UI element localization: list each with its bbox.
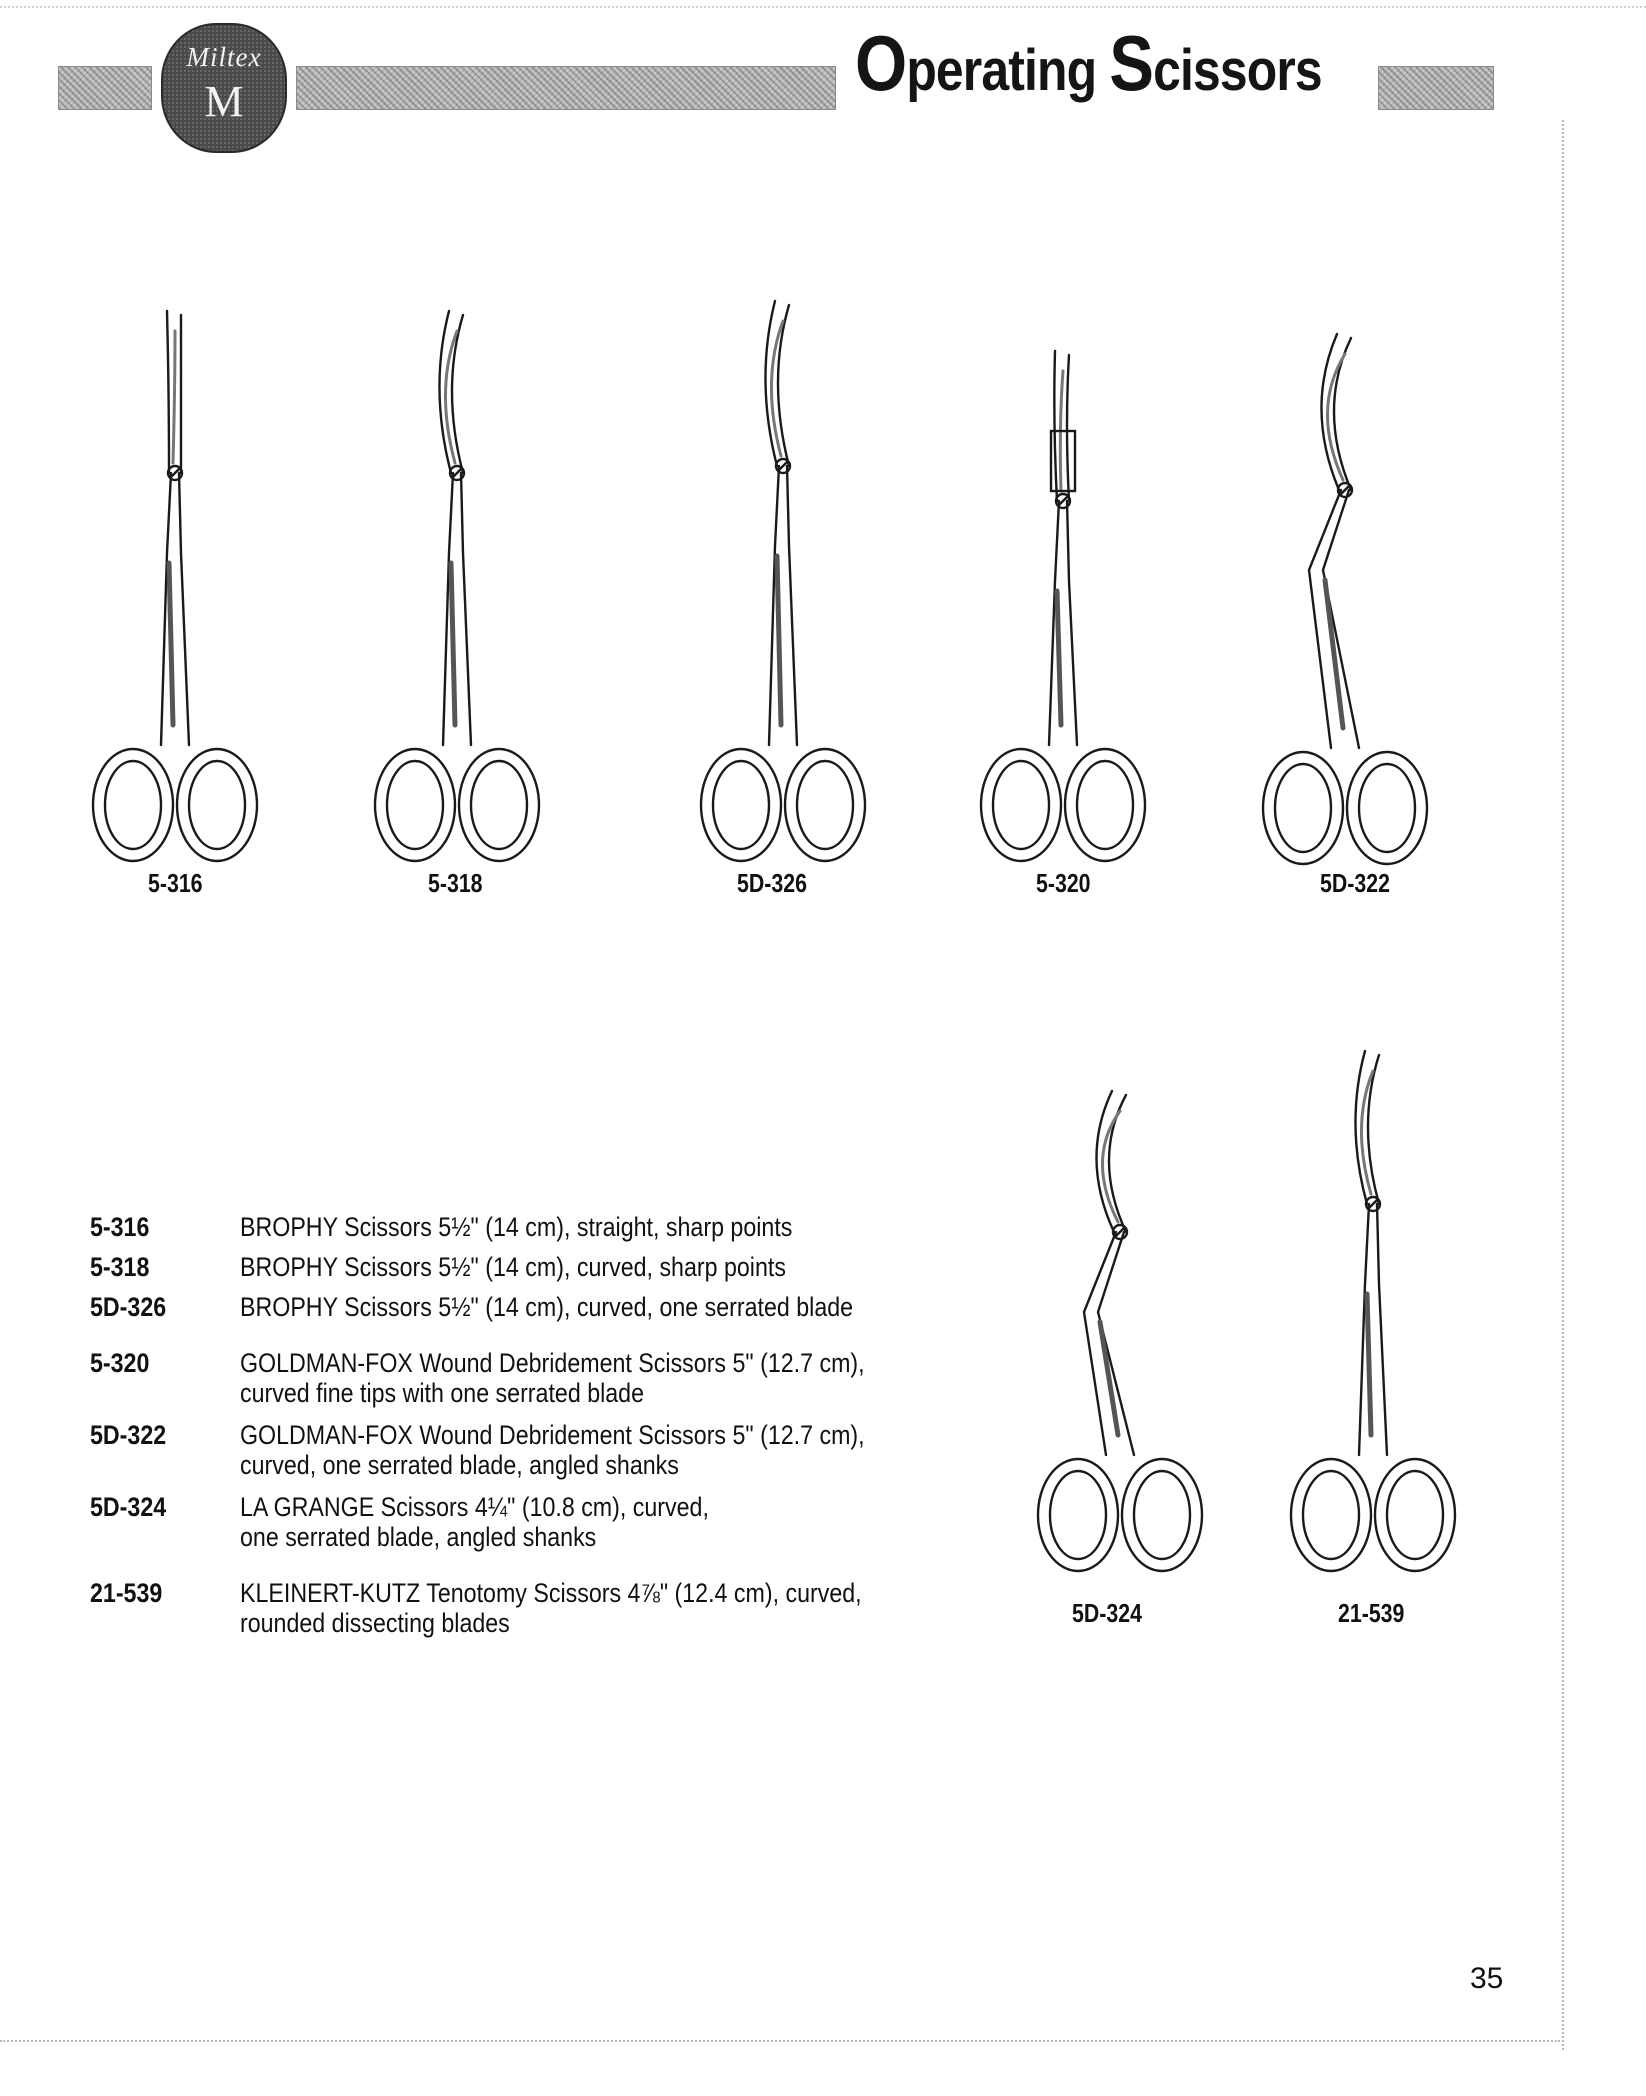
catalog-entry (90, 1292, 950, 1322)
title-initial-o: O (855, 19, 907, 107)
instrument-label-4: 5-320 (1036, 868, 1091, 898)
catalog-description (240, 1348, 865, 1408)
catalog-description-line: BROPHY Scissors 5½" (14 cm), straight, sharp points (240, 1212, 793, 1242)
catalog-code: 5D-324 (90, 1492, 167, 1522)
catalog-code: 21-539 (90, 1578, 163, 1608)
page-number: 35 (1470, 1962, 1504, 1995)
scissors-image-6 (1010, 1085, 1230, 1575)
scissors-image-7 (1268, 1045, 1478, 1575)
catalog-entry (90, 1578, 950, 1638)
catalog-description-line: curved, one serrated blade, angled shanks (240, 1450, 679, 1480)
page-edge-top (0, 6, 1646, 8)
scissors-drawing (678, 295, 888, 865)
logo-mark: M (204, 77, 244, 126)
page-edge-bottom (0, 2040, 1560, 2042)
title-word-rest-2: cissors (1153, 38, 1322, 103)
catalog-entry (90, 1212, 950, 1242)
page-title (855, 18, 1322, 109)
catalog-code: 5-318 (90, 1252, 150, 1282)
header-band-right (1378, 66, 1494, 110)
instrument-label-1: 5-316 (148, 868, 203, 898)
instrument-label-5: 5D-322 (1320, 868, 1390, 898)
catalog-list (90, 1212, 950, 1638)
scissors-image-3 (678, 295, 888, 865)
logo-script-text: Miltex (186, 42, 262, 72)
catalog-description (240, 1420, 865, 1480)
catalog-entry (90, 1252, 950, 1282)
catalog-description (240, 1578, 862, 1638)
catalog-entry (90, 1492, 950, 1552)
catalog-entry (90, 1420, 950, 1480)
catalog-code: 5D-326 (90, 1292, 167, 1322)
miltex-logo (160, 22, 288, 154)
catalog-code: 5-320 (90, 1348, 150, 1378)
scissors-drawing (352, 305, 562, 865)
catalog-entry (90, 1348, 950, 1408)
scissors-image-1 (70, 305, 280, 865)
catalog-description-line: KLEINERT-KUTZ Tenotomy Scissors 4⅞" (12.4 cm), curved, (240, 1578, 862, 1608)
catalog-description-line: one serrated blade, angled shanks (240, 1522, 597, 1552)
catalog-description (240, 1292, 853, 1322)
title-word-rest-1: perating (906, 38, 1110, 103)
catalog-description (240, 1252, 851, 1282)
instrument-label-3: 5D-326 (737, 868, 807, 898)
catalog-description-line: BROPHY Scissors 5½" (14 cm), curved, one serrated blade (240, 1292, 854, 1322)
catalog-code: 5-316 (90, 1212, 150, 1242)
catalog-code: 5D-322 (90, 1420, 167, 1450)
catalog-description-line: curved fine tips with one serrated blade (240, 1378, 645, 1408)
scissors-drawing (1010, 1085, 1230, 1575)
catalog-description-line: GOLDMAN-FOX Wound Debridement Scissors 5" (12.7 cm), (240, 1420, 865, 1450)
scissors-drawing (958, 345, 1168, 865)
catalog-description (240, 1212, 851, 1242)
scissors-drawing (1268, 1045, 1478, 1575)
page-edge-right (1562, 120, 1564, 2050)
catalog-description-line: rounded dissecting blades (240, 1608, 510, 1638)
catalog-description (240, 1492, 851, 1552)
catalog-description-line: BROPHY Scissors 5½" (14 cm), curved, sharp points (240, 1252, 786, 1282)
scissors-drawing (1240, 328, 1450, 868)
header-band-left (58, 66, 152, 110)
scissors-image-4 (958, 345, 1168, 865)
scissors-image-5 (1240, 328, 1450, 868)
header-band-middle (296, 66, 836, 110)
catalog-description-line: GOLDMAN-FOX Wound Debridement Scissors 5" (12.7 cm), (240, 1348, 865, 1378)
catalog-description-line: LA GRANGE Scissors 4¼" (10.8 cm), curved, (240, 1492, 709, 1522)
instrument-label-6: 5D-324 (1072, 1598, 1142, 1628)
instrument-label-7: 21-539 (1338, 1598, 1405, 1628)
instrument-label-2: 5-318 (428, 868, 483, 898)
scissors-drawing (70, 305, 280, 865)
scissors-image-2 (352, 305, 562, 865)
title-initial-s: S (1109, 19, 1154, 107)
